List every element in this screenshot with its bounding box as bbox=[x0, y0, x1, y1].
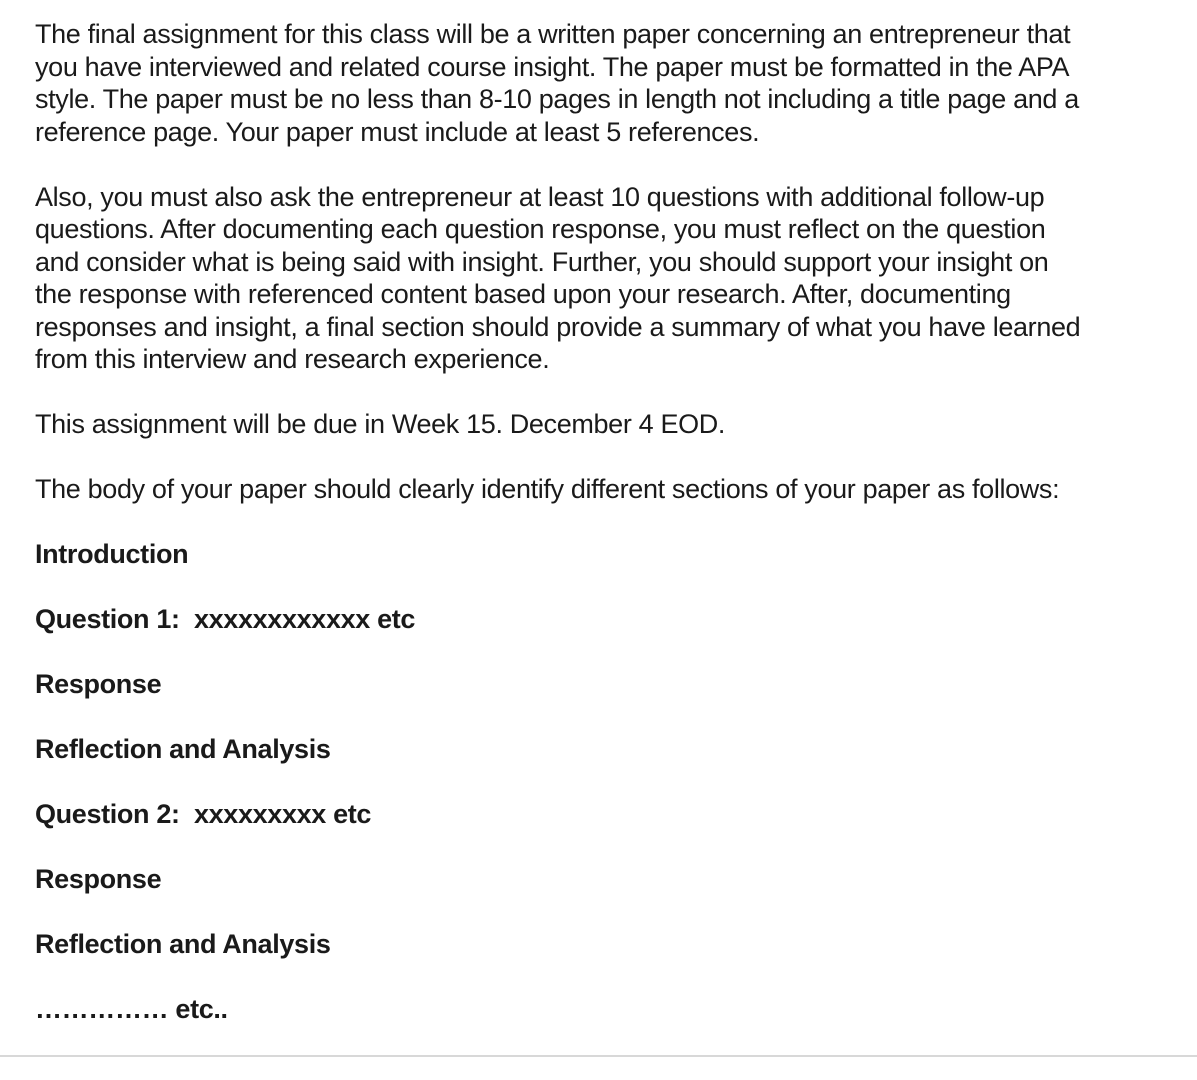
text-line: style. The paper must be no less than 8-10 pages in length not including a title page and a bbox=[35, 84, 1079, 114]
section-heading-introduction: Introduction bbox=[35, 539, 189, 569]
sections-intro-paragraph bbox=[35, 473, 1175, 506]
section-heading-response: Response bbox=[35, 669, 162, 699]
section-heading-question-2: Question 2: xxxxxxxxx etc bbox=[35, 799, 372, 829]
section-heading-etc: …………… etc.. bbox=[35, 994, 228, 1024]
section-heading-reflection: Reflection and Analysis bbox=[35, 734, 331, 764]
text-line: the response with referenced content based upon your research. After, documenting bbox=[35, 279, 1011, 309]
text-line: reference page. Your paper must include at least 5 references. bbox=[35, 116, 760, 147]
section-heading-reflection: Reflection and Analysis bbox=[35, 929, 331, 959]
assignment-overview-paragraph bbox=[35, 18, 1175, 148]
section-heading-response: Response bbox=[35, 864, 162, 894]
text-line: from this interview and research experience. bbox=[35, 344, 550, 374]
text-line: Also, you must also ask the entrepreneur at least 10 questions with additional follow-up bbox=[35, 181, 1045, 212]
interview-requirements-paragraph bbox=[35, 181, 1175, 376]
text-line: you have interviewed and related course insight. The paper must be formatted in the APA bbox=[35, 51, 1070, 82]
text-line: The final assignment for this class will be a written paper concerning an entrepreneur that bbox=[35, 19, 1071, 49]
text-line: The body of your paper should clearly identify different sections of your paper as follows: bbox=[35, 474, 1060, 504]
page-bottom-divider bbox=[0, 1055, 1197, 1057]
text-line: responses and insight, a final section should provide a summary of what you have learned bbox=[35, 311, 1081, 342]
due-date-paragraph bbox=[35, 408, 1175, 441]
text-line: and consider what is being said with insight. Further, you should support your insight on bbox=[35, 246, 1049, 277]
section-heading-question-1: Question 1: xxxxxxxxxxxx etc bbox=[35, 604, 416, 634]
text-line: This assignment will be due in Week 15. December 4 EOD. bbox=[35, 409, 726, 439]
text-line: questions. After documenting each question response, you must reflect on the question bbox=[35, 214, 1046, 244]
assignment-document bbox=[35, 18, 1175, 1058]
